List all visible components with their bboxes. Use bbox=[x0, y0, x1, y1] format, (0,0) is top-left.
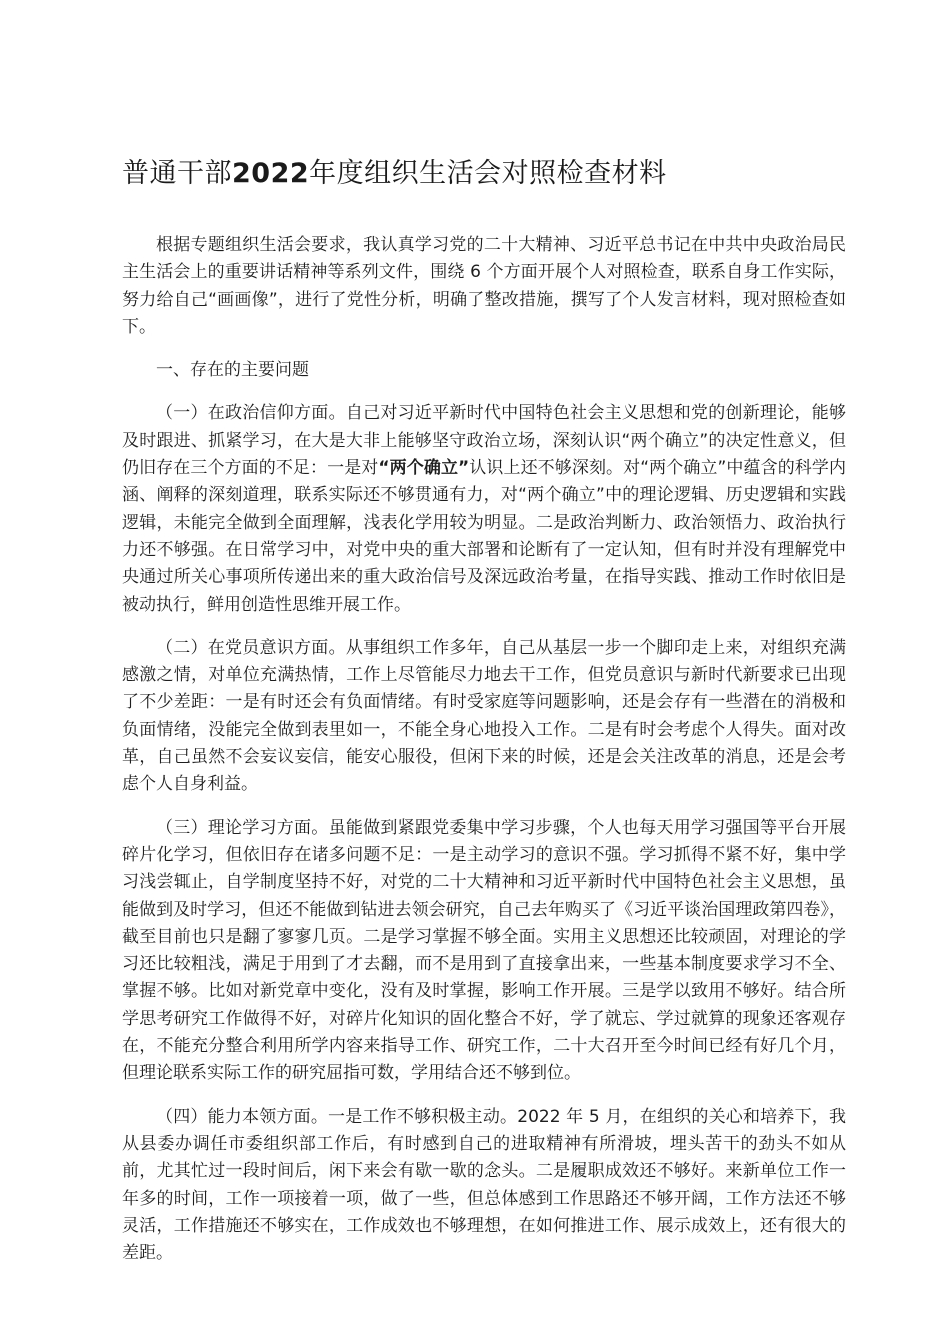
paragraph-party-awareness: （二）在党员意识方面。从事组织工作多年，自己从基层一步一个脚印走上来，对组织充满感激之情，对单位充满热情，工作上尽管能尽力地去干工作，但党员意识与新时代新要求已出现了不少差距：一是有时还会有负面情绪。有时受家庭等问题影响，还是会存有一些潜在的消极和负面情绪，没能完全做到表里如一，不能全身心地投入工作。二是有时会考虑个人得失。面对改革，自己虽然不会妄议妄信，能安心服役，但闲下来的时候，还是会关注改革的消息，还是会考虑个人自身利益。 bbox=[122, 637, 846, 795]
title-suffix: 年度组织生活会对照检查材料 bbox=[309, 158, 667, 189]
title-year: 2022 bbox=[232, 158, 310, 189]
paragraph-political-belief bbox=[122, 400, 846, 618]
paragraph-bold-term: “两个确立” bbox=[378, 458, 470, 479]
paragraph-text: 认识上还不够深刻。对“两个确立”中蕴含的科学内涵、阐释的深刻道理，联系实际还不够贯通有力，对“两个确立”中的理论逻辑、历史逻辑和实践逻辑，未能完全做到全面理解，浅表化学用较为明显。二是政治判断力、政治领悟力、政治执行力还不够强。在日常学习中，对党中央的重大部署和论断有了一定认知，但有时并没有理解党中央通过所关心事项所传递出来的重大政治信号及深远政治考量，在指导实践、推动工作时依旧是被动执行，鲜用创造性思维开展工作。 bbox=[122, 458, 846, 615]
document-body bbox=[122, 232, 846, 1267]
document-title bbox=[122, 154, 842, 194]
intro-paragraph: 根据专题组织生活会要求，我认真学习党的二十大精神、习近平总书记在中共中央政治局民主生活会上的重要讲话精神等系列文件，围绕 6 个方面开展个人对照检查，联系自身工作实际，努力给自己“画画像”，进行了党性分析，明确了整改措施，撰写了个人发言材料，现对照检查如下。 bbox=[122, 235, 846, 337]
paragraph-ability: （四）能力本领方面。一是工作不够积极主动。2022 年 5 月，在组织的关心和培养下，我从县委办调任市委组织部工作后，有时感到自己的进取精神有所滑坡，埋头苦干的劲头不如从前，尤其忙过一段时间后，闲下来会有歇一歇的念头。二是履职成效还不够好。来新单位工作一年多的时间，工作一项接着一项，做了一些，但总体感到工作思路还不够开阔，工作方法还不够灵活，工作措施还不够实在，工作成效也不够理想，在如何推进工作、展示成效上，还有很大的差距。 bbox=[122, 1106, 846, 1264]
title-prefix: 普通干部 bbox=[122, 158, 232, 189]
paragraph-text: （一）在政治信仰方面。自己对习近平新时代中国特色社会主义思想和党的创新理论，能够及时跟进、抓紧学习，在大是大非上能够坚守政治立场，深刻认识“两个确立”的决定性意义，但仍旧存在三个方面的不足：一是对 bbox=[122, 403, 846, 479]
section-heading: 一、存在的主要问题 bbox=[156, 360, 309, 381]
paragraph-theory-study: （三）理论学习方面。虽能做到紧跟党委集中学习步骤，个人也每天用学习强国等平台开展碎片化学习，但依旧存在诸多问题不足：一是主动学习的意识不强。学习抓得不紧不好，集中学习浅尝辄止，自学制度坚持不好，对党的二十大精神和习近平新时代中国特色社会主义思想，虽能做到及时学习，但还不能做到钻进去领会研究，自己去年购买了《习近平谈治国理政第四卷》，截至目前也只是翻了寥寥几页。二是学习掌握不够全面。实用主义思想还比较顽固，对理论的学习还比较粗浅，满足于用到了才去翻，而不是用到了直接拿出来，一些基本制度要求学习不全、掌握不够。比如对新党章中变化，没有及时掌握，影响工作开展。三是学以致用不够好。结合所学思考研究工作做得不好，对碎片化知识的固化整合不好，学了就忘、学过就算的现象还客观存在，不能充分整合利用所学内容来指导工作、研究工作，二十大召开至今时间已经有好几个月，但理论联系实际工作的研究屈指可数，学用结合还不够到位。 bbox=[122, 817, 846, 1084]
